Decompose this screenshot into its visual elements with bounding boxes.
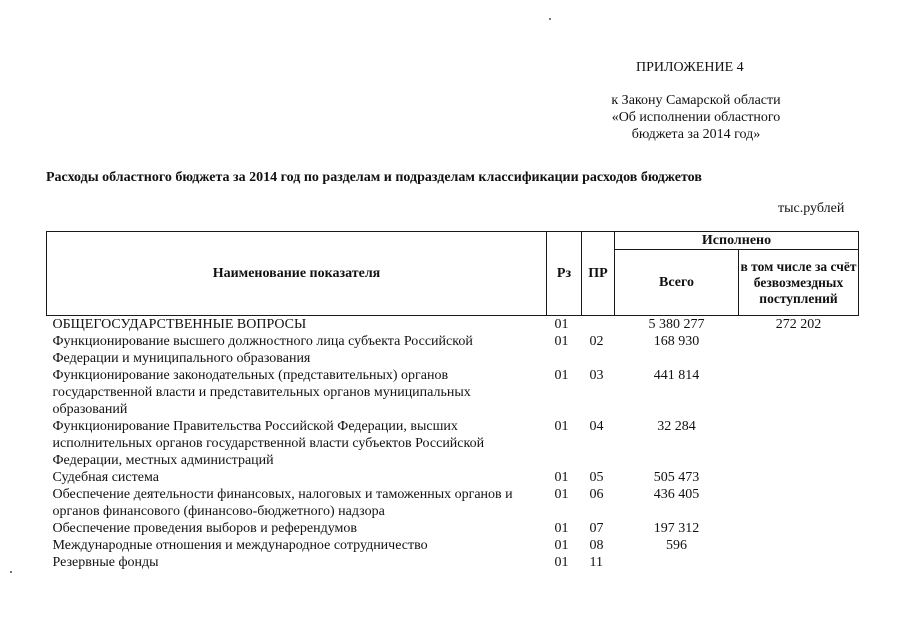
row-pr: 03 [589, 368, 604, 383]
row-name: Обеспечение деятельности финансовых, налоговых и таможенных органов и органов финансового (финансово-бюджетного) надзора [52, 487, 513, 519]
row-name: Обеспечение проведения выборов и референдумов [52, 521, 357, 536]
row-pr: 05 [589, 470, 604, 485]
column-header-name: Наименование показателя [47, 232, 547, 316]
row-free [739, 520, 859, 537]
row-rz: 01 [554, 487, 569, 502]
table-row [47, 418, 859, 469]
scan-speck [549, 18, 551, 20]
row-free [739, 486, 859, 520]
row-pr: 06 [589, 487, 604, 502]
row-free [739, 418, 859, 469]
row-total: 505 473 [653, 470, 700, 485]
column-header-free-receipts: в том числе за счёт безвозмездных поступлений [739, 250, 859, 316]
law-reference-line-1: к Закону Самарской области [611, 93, 781, 108]
scan-speck [10, 571, 12, 573]
row-total: 168 930 [653, 334, 700, 349]
row-name: Функционирование Правительства Российской Федерации, высших исполнительных органов государственной власти субъектов Российской Федерации, местных администраций [52, 419, 485, 468]
row-rz: 01 [554, 521, 569, 536]
column-header-total: Всего [615, 250, 739, 316]
row-total: 197 312 [653, 521, 700, 536]
row-pr: 07 [589, 521, 604, 536]
row-free [739, 554, 859, 571]
table-row [47, 316, 859, 334]
table-row [47, 520, 859, 537]
row-free [739, 469, 859, 486]
row-free [739, 537, 859, 554]
row-pr [582, 316, 615, 334]
table-row [47, 333, 859, 367]
row-pr: 11 [589, 555, 603, 570]
row-name: Резервные фонды [52, 555, 159, 570]
table-row [47, 469, 859, 486]
law-reference [596, 92, 796, 143]
row-rz: 01 [554, 334, 569, 349]
table-row [47, 554, 859, 571]
row-pr: 02 [589, 334, 604, 349]
row-rz: 01 [554, 419, 569, 434]
table-row [47, 486, 859, 520]
row-total: 441 814 [653, 368, 700, 383]
row-name: ОБЩЕГОСУДАРСТВЕННЫЕ ВОПРОСЫ [52, 317, 307, 332]
column-header-pr: ПР [582, 232, 615, 316]
row-name: Функционирование законодательных (представительных) органов государственной власти и представительных органов муниципальных образований [52, 368, 471, 417]
row-total [615, 554, 739, 571]
row-rz: 01 [554, 368, 569, 383]
row-total: 436 405 [653, 487, 700, 502]
row-name: Судебная система [52, 470, 159, 485]
column-header-executed: Исполнено [615, 232, 859, 250]
row-total: 596 [666, 538, 687, 553]
row-rz: 01 [554, 317, 569, 332]
row-free [739, 367, 859, 418]
row-free [739, 333, 859, 367]
units-label: тыс.рублей [778, 201, 845, 216]
document-title: Расходы областного бюджета за 2014 год по разделам и подразделам классификации расходов бюджетов [46, 170, 702, 185]
row-pr: 04 [589, 419, 604, 434]
law-reference-line-3: бюджета за 2014 год» [631, 127, 761, 142]
column-header-rz: Рз [547, 232, 582, 316]
appendix-label: ПРИЛОЖЕНИЕ 4 [636, 60, 744, 75]
row-free: 272 202 [775, 317, 822, 332]
expenditure-table [46, 231, 859, 571]
row-name: Функционирование высшего должностного лица субъекта Российской Федерации и муниципального образования [52, 334, 473, 366]
table-row [47, 367, 859, 418]
row-rz: 01 [554, 470, 569, 485]
row-rz: 01 [554, 555, 569, 570]
row-total: 32 284 [657, 419, 696, 434]
row-pr: 08 [589, 538, 604, 553]
table-row [47, 537, 859, 554]
row-total: 5 380 277 [648, 317, 705, 332]
law-reference-line-2: «Об исполнении областного [611, 110, 781, 125]
row-name: Международные отношения и международное сотрудничество [52, 538, 428, 553]
row-rz: 01 [554, 538, 569, 553]
